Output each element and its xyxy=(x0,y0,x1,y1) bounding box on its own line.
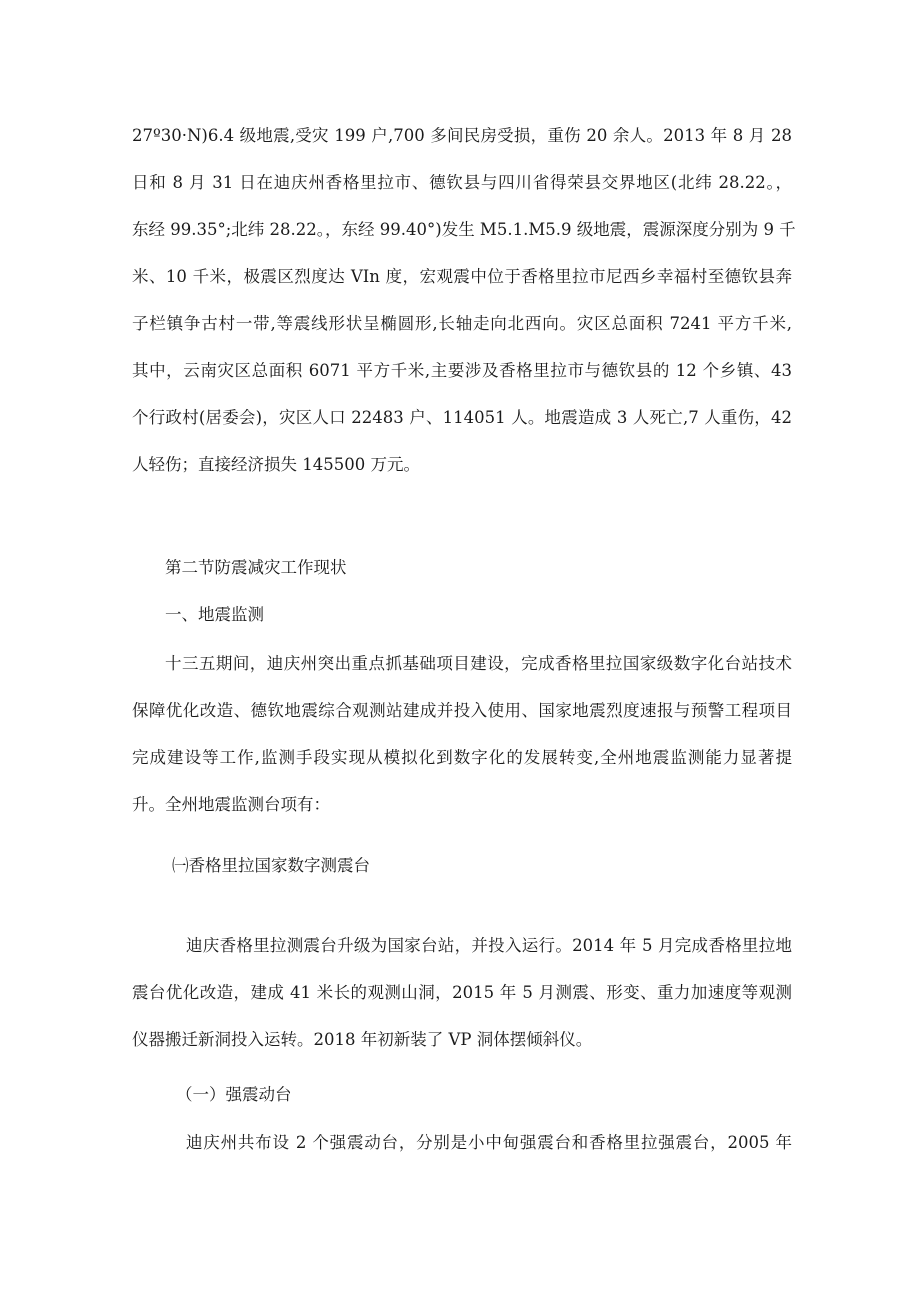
paragraph-2-line: 保障优化改造、德钦地震综合观测站建成并投入使用、国家地震烈度速报与预警工程项目 xyxy=(132,701,792,720)
paragraph-1-line: 米、10 千米，极震区烈度达 VIn 度，宏观震中位于香格里拉市尼西乡幸福村至德钦县奔 xyxy=(132,267,792,286)
subsection-title: 一、地震监测 xyxy=(165,605,264,624)
item-heading: ㈠香格里拉国家数字测震台 xyxy=(172,856,370,875)
paragraph-1-line: 人轻伤；直接经济损失 145500 万元。 xyxy=(132,455,420,474)
paragraph-3-line: 迪庆香格里拉测震台升级为国家台站，并投入运行。2014 年 5 月完成香格里拉地 xyxy=(186,936,792,955)
paragraph-2-line: 升。全州地震监测台项有： xyxy=(132,795,330,814)
section-title: 第二节防震减灾工作现状 xyxy=(165,558,347,577)
paragraph-4-line: 迪庆州共布设 2 个强震动台，分别是小中甸强震台和香格里拉强震台，2005 年 xyxy=(186,1133,792,1152)
paragraph-1-line: 东经 99.35°;北纬 28.22。，东经 99.40°)发生 M5.1.M5.9 级地震，震源深度分别为 9 千 xyxy=(132,220,796,239)
paragraph-2-line: 十三五期间，迪庆州突出重点抓基础项目建设，完成香格里拉国家级数字化台站技术 xyxy=(165,654,792,673)
paragraph-1-line: 27º30·N)6.4 级地震,受灾 199 户,700 多间民房受损，重伤 20 余人。2013 年 8 月 28 xyxy=(132,126,792,145)
item-heading: （一）强震动台 xyxy=(176,1085,292,1104)
paragraph-3-line: 仪器搬迁新洞投入运转。2018 年初新装了 VP 洞体摆倾斜仪。 xyxy=(132,1030,593,1049)
paragraph-2-line: 完成建设等工作,监测手段实现从模拟化到数字化的发展转变,全州地震监测能力显著提 xyxy=(132,748,792,767)
paragraph-3-line: 震台优化改造，建成 41 米长的观测山洞，2015 年 5 月测震、形变、重力加速度等观测 xyxy=(132,983,792,1002)
paragraph-1-line: 子栏镇争古村一带,等震线形状呈椭圆形,长轴走向北西向。灾区总面积 7241 平方千米, xyxy=(132,314,792,333)
paragraph-1-line: 个行政村(居委会)，灾区人口 22483 户、114051 人。地震造成 3 人死亡,7 人重伤，42 xyxy=(132,408,792,427)
paragraph-1-line: 日和 8 月 31 日在迪庆州香格里拉市、德钦县与四川省得荣县交界地区(北纬 28.22。， xyxy=(132,173,792,192)
paragraph-1-line: 其中，云南灾区总面积 6071 平方千米,主要涉及香格里拉市与德钦县的 12 个乡镇、43 xyxy=(132,361,792,380)
